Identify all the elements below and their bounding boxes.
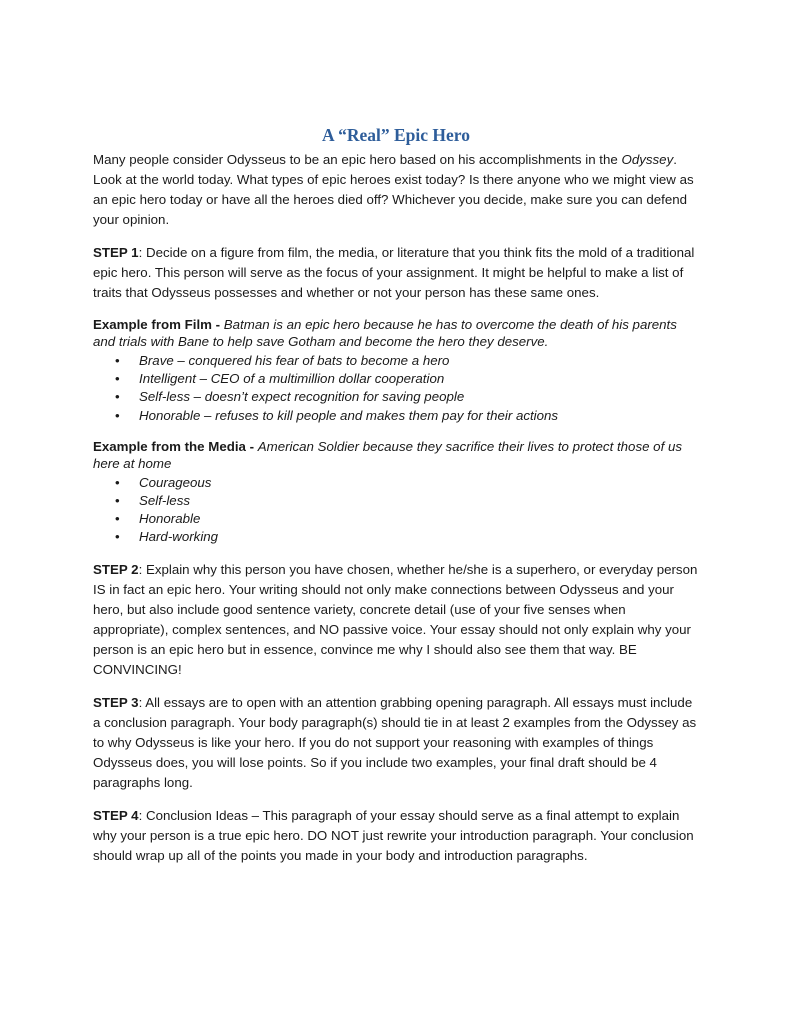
document-title: A “Real” Epic Hero	[322, 125, 470, 145]
list-item-text: Brave – conquered his fear of bats to become a hero	[139, 353, 450, 368]
example-film-label: Example from Film -	[93, 317, 224, 332]
example-media-paragraph	[93, 438, 699, 472]
step1-label: STEP 1	[93, 245, 139, 260]
list-item-text: Intelligent – CEO of a multimillion dollar cooperation	[139, 371, 445, 387]
step1-text: : Decide on a figure from film, the media, or literature that you think fits the mold of a traditional epic hero. This person will serve as the focus of your assignment. It might be helpful to make a list of traits that Odysseus possesses and whether or not your person has these same ones.	[93, 245, 695, 300]
step2-paragraph	[93, 560, 699, 680]
step2-text: : Explain why this person you have chosen, whether he/she is a superhero, or everyday person IS in fact an epic hero. Your writing should not only make connections between Odysseus and your hero, but also include good sentence variety, concrete detail (use of your five senses when appropriate), complex sentences, and NO passive voice. Your essay should not only explain why your person is an epic hero but in essence, convince me why I should also see them that way. BE CONVINCING!	[93, 561, 698, 677]
bullet-icon: •	[115, 389, 120, 405]
example-film-text: Batman is an epic hero because he has to overcome the death of his parents and trials with Bane to help save Gotham and become the hero they deserve.	[93, 317, 677, 349]
list-item	[93, 388, 699, 406]
list-item	[93, 528, 699, 546]
example-film-paragraph	[93, 316, 699, 350]
example-film-list	[93, 352, 699, 425]
list-item-text: Self-less – doesn’t expect recognition for saving people	[139, 389, 465, 405]
example-media-text: American Soldier because they sacrifice their lives to protect those of us here at home	[93, 438, 683, 471]
bullet-icon: •	[115, 407, 120, 423]
intro-text: Many people consider Odysseus to be an epic hero based on his accomplishments in the	[93, 152, 622, 167]
list-item-text: Honorable	[139, 511, 201, 527]
bullet-icon: •	[115, 493, 120, 509]
intro-paragraph	[93, 150, 699, 230]
intro-text-continued: . Look at the world today. What types of epic heroes exist today? Is there anyone who we might view as an epic hero today or have all the heroes died off? Whichever you decide, make sure you can defend your opinion.	[93, 152, 694, 227]
list-item	[93, 492, 699, 510]
example-media-label: Example from the Media -	[93, 438, 258, 454]
step4-text: : Conclusion Ideas – This paragraph of your essay should serve as a final attempt to explain why your person is a true epic hero. DO NOT just rewrite your introduction paragraph. Your conclusion should wrap up all of the points you made in your body and introduction paragraphs.	[93, 807, 694, 863]
bullet-icon: •	[115, 511, 120, 527]
list-item	[93, 407, 699, 425]
bullet-icon: •	[115, 371, 120, 387]
example-media-list	[93, 474, 699, 547]
step4-paragraph	[93, 806, 699, 866]
step1-paragraph	[93, 243, 699, 303]
list-item	[93, 352, 699, 370]
bullet-icon: •	[115, 353, 120, 368]
intro-italic-title: Odyssey	[621, 152, 674, 167]
list-item-text: Honorable – refuses to kill people and makes them pay for their actions	[139, 407, 559, 423]
bullet-icon: •	[115, 474, 120, 490]
list-item-text: Courageous	[139, 474, 212, 490]
step4-label: STEP 4	[93, 807, 139, 823]
step3-label: STEP 3	[93, 694, 139, 710]
document-page	[93, 123, 699, 866]
step3-paragraph	[93, 693, 699, 793]
list-item	[93, 370, 699, 388]
list-item	[93, 510, 699, 528]
list-item	[93, 474, 699, 492]
step2-label: STEP 2	[93, 561, 139, 577]
list-item-text: Hard-working	[139, 529, 219, 545]
list-item-text: Self-less	[139, 493, 190, 509]
bullet-icon: •	[115, 529, 120, 545]
step3-text: : All essays are to open with an attention grabbing opening paragraph. All essays must include a conclusion paragraph. Your body paragraph(s) should tie in at least 2 examples from the Odyssey as to why Odysseus is like your hero. If you do not support your reasoning with examples of things Odysseus does, you will lose points. So if you include two examples, your final draft should be 4 paragraphs long.	[93, 694, 697, 790]
